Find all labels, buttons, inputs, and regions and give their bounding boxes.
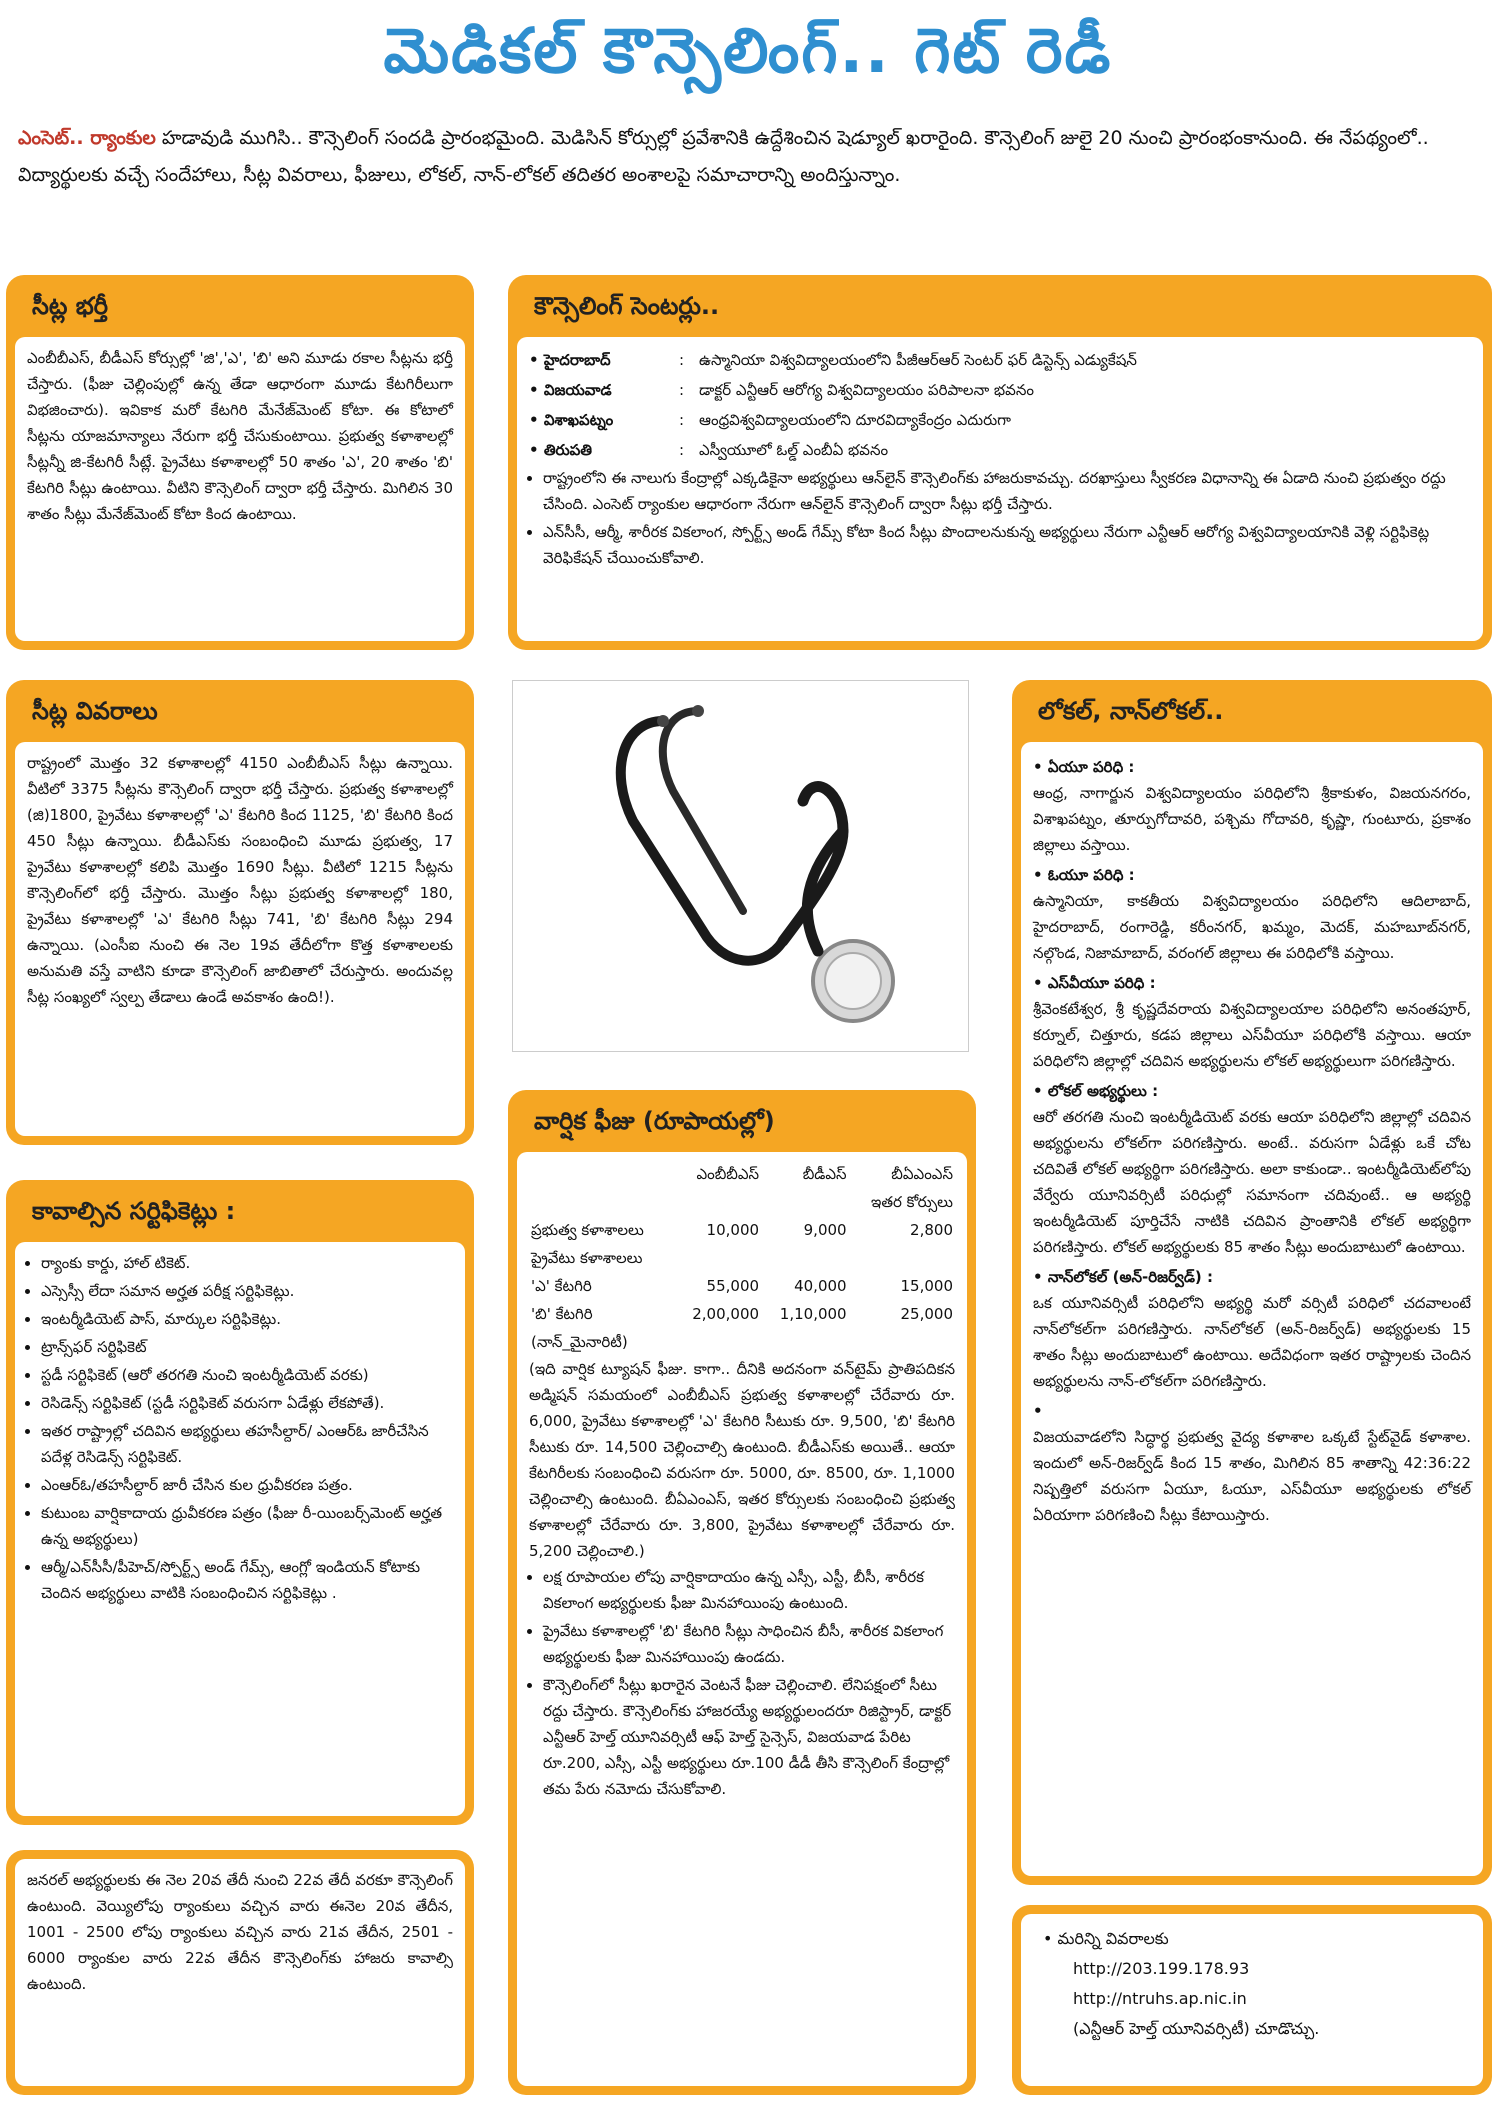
table-row [529, 1300, 955, 1328]
schedule-text: జనరల్ అభ్యర్థులకు ఈ నెల 20వ తేదీ నుంచి 22వ తేదీ వరకూ కౌన్సెలింగ్ ఉంటుంది. వెయ్యిలోపు ర్యాంకులు వచ్చిన వారు ఈనెల 20వ తేదీన, 1001 - 2500 లోపు ర్యాంకులు వచ్చిన వారు 21వ తేదీన, 2501 - 6000 ర్యాంకుల వారు 22వ తేదీన కౌన్సెలింగ్‌కు హాజరు కావాల్సి ఉంటుంది. [27, 1871, 453, 1993]
local-section-title: • నాన్‌లోకల్ (అన్-రిజర్వ్‌డ్) : [1033, 1268, 1213, 1286]
local-section-title-text: నాన్‌లోకల్ (అన్-రిజర్వ్‌డ్) : [1047, 1268, 1213, 1286]
local-section-title-text: ఎస్‌వీయూ పరిధి : [1047, 974, 1156, 992]
table-row [529, 1244, 955, 1272]
list-item: • ఎంఆర్ఓ/తహసీల్దార్ జారీ చేసిన కుల ధ్రువీకరణ పత్రం. [41, 1472, 453, 1498]
fees-cell [761, 1244, 849, 1272]
centre-sep: : [679, 411, 685, 429]
list-item: • స్టడీ సర్టిఫికెట్ (ఆరో తరగతి నుంచి ఇంటర్మీడియెట్ వరకు) [41, 1362, 453, 1388]
centre-city: విశాఖపట్నం [543, 411, 614, 429]
centre-city: హైదరాబాద్ [543, 351, 611, 369]
table-row [529, 1216, 955, 1244]
centre-city: తిరుపతి [543, 441, 593, 459]
fees-cell: 55,000 [706, 1277, 760, 1295]
local-section-text: శ్రీవెంకటేశ్వర, శ్రీ కృష్ణదేవరాయ విశ్వవిద్యాలయాల పరిధిలోని అనంతపూర్, కర్నూల్, చిత్తూరు, కడప జిల్లాలు ఎస్‌వీయూ పరిధిలోకి వస్తాయి. ఆయా పరిధిలోని జిల్లాల్లో చదివిన అభ్యర్థులను లోకల్ అభ్యర్థులుగా పరిగణిస్తారు. [1033, 1000, 1471, 1070]
centres-table [529, 345, 1471, 465]
list-item: • ఆర్మీ/ఎన్‌సీసీ/పీహెచ్/స్పోర్ట్స్ అండ్ గేమ్స్, ఆంగ్లో ఇండియన్ కోటాకు చెందిన అభ్యర్థులు వాటికి సంబంధించిన సర్టిఫికెట్లు . [41, 1554, 453, 1606]
certificates-heading: కావాల్సిన సర్టిఫికెట్లు : [32, 1197, 236, 1225]
fees-header-cell [529, 1160, 674, 1188]
local-section-text: ఉస్మానియా, కాకతీయ విశ్వవిద్యాలయం పరిధిలోని ఆదిలాబాద్, హైదరాబాద్, రంగారెడ్డి, కరీంనగర్, ఖమ్మం, మెదక్, మహబూబ్‌నగర్, నల్గొండ, నిజామాబాద్, వరంగల్ జిల్లాలు ఈ పరిధిలోకి వస్తాయి. [1033, 892, 1471, 962]
local-section-title: • ఎస్‌వీయూ పరిధి : [1033, 974, 1156, 992]
seat-details-heading: సీట్ల వివరాలు [32, 697, 158, 725]
seat-details-box [6, 680, 474, 1145]
seat-filling-box [6, 275, 474, 650]
stethoscope-photo [512, 680, 969, 1052]
centre-row: • హైదరాబాద్ : ఉస్మానియా విశ్వవిద్యాలయంలోని పీజీఆర్ఆర్ సెంటర్ ఫర్ డిస్టెన్స్ ఎడ్యుకేషన్ [529, 345, 1471, 375]
fees-content [517, 1152, 967, 2086]
local-section-text: ఆంధ్ర, నాగార్జున విశ్వవిద్యాలయం పరిధిలోని శ్రీకాకుళం, విజయనగరం, విశాఖపట్నం, తూర్పుగోదావరి, పశ్చిమ గోదావరి, కృష్ణా, గుంటూరు, ప్రకాశం జిల్లాలు వస్తాయి. [1033, 784, 1471, 854]
fees-note: (ఇది వార్షిక ట్యూషన్ ఫీజు. కాగా.. దీనికి అదనంగా వన్‌టైమ్ ప్రాతిపదికన అడ్మిషన్ సమయంలో ఎంబీబీఎస్ ప్రభుత్వ కళాశాలల్లో చేరేవారు రూ. 6,000, ప్రైవేటు కళాశాలల్లో 'ఎ' కేటగిరి సీటుకు రూ. 9,500, 'బి' కేటగిరి సీటుకు రూ. 14,500 చెల్లించాల్సి ఉంటుంది. బీడీఎస్‌కు అయితే.. ఆయా కేటగిరీలకు సంబంధించి వరుసగా రూ. 5000, రూ. 8500, రూ. 1,1000 చెల్లించాల్సి ఉంటుంది. బీఏఎంఎస్, ఇతర కోర్సులకు సంబంధించి ప్రభుత్వ కళాశాలల్లో చేరేవారు రూ. 3,800, ప్రైవేటు కళాశాలల్లో చేరేవారు రూ. 5,200 చెల్లించాలి.) [529, 1360, 955, 1560]
fees-cell: (నాన్_మైనారిటీ) [531, 1333, 628, 1351]
fees-table [529, 1160, 955, 1356]
local-section-title-text: ఏయూ పరిధి : [1047, 758, 1135, 776]
local-section-text: ఆరో తరగతి నుంచి ఇంటర్మీడియెట్ వరకు ఆయా పరిధిలోని జిల్లాల్లో చదివిన అభ్యర్థులను లోకల్‌గా పరిగణిస్తారు. అంటే.. వరుసగా ఏడేళ్లు ఒకే చోట చదివితే లోకల్ అభ్యర్థిగా పరిగణిస్తారు. అలా కాకుండా.. ఇంటర్మీడియెట్‌లోపు వేర్వేరు యూనివర్సిటీ పరిధుల్లో సమానంగా చదివుంటే.. ఆ అభ్యర్థి ఇంటర్మీడియెట్ పూర్తిచేసే నాటికి చదివిన ప్రాంతానికి లోకల్ అభ్యర్థిగా పరిగణిస్తారు. లోకల్ అభ్యర్థులకు 85 శాతం సీట్లు అందుబాటులో ఉంటాయి. [1033, 1108, 1471, 1256]
centre-city: విజయవాడ [543, 381, 612, 399]
local-heading: లోకల్, నాన్‌లోకల్.. [1038, 697, 1224, 725]
fees-header-cell: బీఏఎంఎస్ [891, 1165, 953, 1183]
intro-highlight: ఎంసెట్.. ర్యాంకుల [18, 127, 156, 149]
centre-place: ఉస్మానియా విశ్వవిద్యాలయంలోని పీజీఆర్ఆర్ సెంటర్ ఫర్ డిస్టెన్స్ ఎడ్యుకేషన్ [699, 351, 1137, 369]
schedule-box [6, 1850, 474, 2095]
centre-row: • విజయవాడ : డాక్టర్ ఎన్టీఆర్ ఆరోగ్య విశ్వవిద్యాలయం పరిపాలనా భవనం [529, 375, 1471, 405]
local-section-title: • లోకల్ అభ్యర్థులు : [1033, 1082, 1159, 1100]
centres-content [517, 337, 1483, 641]
fees-cell: 10,000 [706, 1221, 760, 1239]
seat-filling-content [15, 337, 465, 641]
intro-paragraph [18, 120, 1478, 194]
fees-cell: 2,00,000 [692, 1305, 760, 1323]
fees-bullet: • ప్రైవేటు కళాశాలల్లో 'బి' కేటగిరి సీట్లు సాధించిన బీసీ, శారీరక వికలాంగ అభ్యర్థులకు ఫీజు మినహాయింపు ఉండదు. [543, 1618, 955, 1670]
fees-cell [674, 1328, 762, 1356]
fees-box [508, 1090, 976, 2095]
centre-place: ఆంధ్రవిశ్వవిద్యాలయంలోని దూరవిద్యాకేంద్రం ఎదురుగా [699, 411, 1011, 429]
fees-cell [849, 1244, 955, 1272]
fees-cell: 40,000 [794, 1277, 847, 1295]
centres-note: • ఎన్‌సీసీ, ఆర్మీ, శారీరక వికలాంగ, స్పోర్ట్స్ అండ్ గేమ్స్ కోటా కింద సీట్లు పొందాలనుకున్న అభ్యర్థులు నేరుగా ఎన్టీఆర్ ఆరోగ్య విశ్వవిద్యాలయానికి వెళ్లి సర్టిఫికెట్ల వెరిఫికేషన్ చేయించుకోవాలి. [543, 519, 1471, 571]
certificates-content [15, 1242, 465, 1816]
centre-row: • విశాఖపట్నం : ఆంధ్రవిశ్వవిద్యాలయంలోని దూరవిద్యాకేంద్రం ఎదురుగా [529, 405, 1471, 435]
stethoscope-icon [513, 681, 968, 1051]
fees-cell [674, 1244, 762, 1272]
intro-text: హడావుడి ముగిసి.. కౌన్సెలింగ్ సందడి ప్రారంభమైంది. మెడిసిన్ కోర్సుల్లో ప్రవేశానికి ఉద్దేశించిన షెడ్యూల్ ఖరారైంది. కౌన్సెలింగ్ జులై 20 నుంచి ప్రారంభంకానుంది. ఈ నేపథ్యంలో.. విద్యార్థులకు వచ్చే సందేహాలు, సీట్ల వివరాలు, ఫీజులు, లోకల్, నాన్-లోకల్ తదితర అంశాలపై సమాచారాన్ని అందిస్తున్నాం. [18, 127, 1429, 186]
certificates-list [27, 1250, 453, 1606]
fees-heading: వార్షిక ఫీజు (రూపాయల్లో) [534, 1107, 775, 1135]
schedule-content [15, 1859, 465, 2086]
local-section-title: • [1033, 1402, 1043, 1420]
seat-details-content [15, 742, 465, 1136]
fees-header-cell: ఎంబీబీఎస్ [696, 1165, 760, 1183]
list-item: • ఇంటర్మీడియెట్ పాస్, మార్కుల సర్టిఫికెట్లు. [41, 1306, 453, 1332]
list-item: • ఎస్సెస్సీ లేదా సమాన అర్హత పరీక్ష సర్టిఫికెట్లు. [41, 1278, 453, 1304]
centre-sep: : [679, 381, 685, 399]
local-section-text: ఒక యూనివర్సిటీ పరిధిలోని అభ్యర్థి మరో వర్సిటీ పరిధిలో చదవాలంటే నాన్‌లోకల్‌గా పరిగణిస్తారు. నాన్‌లోకల్ (అన్-రిజర్వ్‌డ్) అభ్యర్థులకు 15 శాతం సీట్లు అందుబాటులో ఉంటాయి. అదేవిధంగా ఇతర రాష్ట్రాలకు చెందిన అభ్యర్థులను నాన్-లోకల్‌గా పరిగణిస్తారు. [1033, 1294, 1471, 1390]
centre-sep: : [679, 441, 685, 459]
list-item: • ర్యాంకు కార్డు, హాల్ టికెట్. [41, 1250, 453, 1276]
local-section-title: • ఏయూ పరిధి : [1033, 758, 1135, 776]
fees-subheader: ఇతర కోర్సులు [870, 1193, 953, 1211]
list-item: • ట్రాన్స్‌ఫర్ సర్టిఫికెట్ [41, 1334, 453, 1360]
fees-cell [849, 1328, 955, 1356]
more-info-box [1012, 1905, 1492, 2095]
fees-cell: 15,000 [900, 1277, 953, 1295]
list-item: • ఇతర రాష్ట్రాల్లో చదివిన అభ్యర్థులు తహసీల్దార్/ ఎంఆర్ఓ జారీచేసిన పదేళ్ల రెసిడెన్స్ సర్టిఫికెట్. [41, 1418, 453, 1470]
fees-cell: 'బి' కేటగిరి [531, 1305, 593, 1323]
centres-box [508, 275, 1492, 650]
fees-bullet: • కౌన్సెలింగ్‌లో సీట్లు ఖరారైన వెంటనే ఫీజు చెల్లించాలి. లేనిపక్షంలో సీటు రద్దు చేస్తారు. కౌన్సెలింగ్‌కు హాజరయ్యే అభ్యర్థులందరూ రిజిస్ట్రార్, డాక్టర్ ఎన్టీఆర్ హెల్త్ యూనివర్సిటీ ఆఫ్ హెల్త్ సైన్సెస్, విజయవాడ పేరిట రూ.200, ఎస్సీ, ఎస్టీ అభ్యర్థులు రూ.100 డీడీ తీసి కౌన్సెలింగ్ కేంద్రాల్లో తమ పేరు నమోదు చేసుకోవాలి. [543, 1672, 955, 1802]
more-info-content [1021, 1914, 1483, 2086]
centre-place: ఎస్వీయూలో ఓల్డ్ ఎంబీఏ భవనం [699, 441, 889, 459]
fees-cell: ప్రభుత్వ కళాశాలలు [531, 1221, 644, 1239]
fees-bullet: • లక్ష రూపాయల లోపు వార్షికాదాయం ఉన్న ఎస్సీ, ఎస్టీ, బీసీ, శారీరక వికలాంగ అభ్యర్థులకు ఫీజు మినహాయింపు ఉంటుంది. [543, 1564, 955, 1616]
fees-cell: 1,10,000 [779, 1305, 847, 1323]
centres-heading: కౌన్సెలింగ్ సెంటర్లు.. [534, 292, 720, 320]
centre-row: • తిరుపతి : ఎస్వీయూలో ఓల్డ్ ఎంబీఏ భవనం [529, 435, 1471, 465]
fees-header-row [529, 1160, 955, 1188]
seat-details-text: రాష్ట్రంలో మొత్తం 32 కళాశాలల్లో 4150 ఎంబీబీఎస్ సీట్లు ఉన్నాయి. వీటిలో 3375 సీట్లను కౌన్సెలింగ్ ద్వారా భర్తీ చేస్తారు. ప్రభుత్వ కళాశాలల్లో (జి)1800, ప్రైవేటు కళాశాలల్లో 'ఎ' కేటగిరి కింద 1125, 'బి' కేటగిరి కింద 450 సీట్లు ఉన్నాయి. బీడీఎస్‌కు సంబంధించి మూడు ప్రభుత్వ, 17 ప్రైవేటు కళాశాలల్లో కలిపి మొత్తం 1690 సీట్లు. వీటిలో 1215 సీట్లను కౌన్సెలింగ్‌లో భర్తీ చేస్తారు. మొత్తం సీట్లు ప్రభుత్వ కళాశాలల్లో 180, ప్రైవేటు కళాశాలల్లో 'ఎ' కేటగిరి సీట్లు 741, 'బి' కేటగిరి సీట్లు 294 ఉన్నాయి. (ఎంసీఐ నుంచి ఈ నెల 19వ తేదీలోగా కొత్త కళాశాలలకు అనుమతి వస్తే వాటిని కూడా కౌన్సెలింగ్ జాబితాలో చేరుస్తారు. అందువల్ల సీట్ల సంఖ్యలో స్వల్ప తేడాలు ఉండే అవకాశం ఉంది!). [27, 754, 453, 1006]
list-item: • రెసిడెన్స్ సర్టిఫికెట్ (స్టడీ సర్టిఫికెట్ వరుసగా ఏడేళ్లు లేకపోతే). [41, 1390, 453, 1416]
page-title: మెడికల్ కౌన్సెలింగ్.. గెట్ రెడీ [383, 14, 1113, 87]
fees-cell: ప్రైవేటు కళాశాలలు [531, 1249, 643, 1267]
table-row [529, 1328, 955, 1356]
list-item: • కుటుంబ వార్షికాదాయ ధ్రువీకరణ పత్రం (ఫీజు రీ-యింబర్స్‌మెంట్ అర్హత ఉన్న అభ్యర్థులు) [41, 1500, 453, 1552]
local-section-title-text: లోకల్ అభ్యర్థులు : [1047, 1082, 1159, 1100]
table-row [529, 1272, 955, 1300]
local-box [1012, 680, 1492, 1885]
seat-filling-text: ఎంబీబీఎస్, బీడీఎస్ కోర్సుల్లో 'జి','ఎ', 'బి' అని మూడు రకాల సీట్లను భర్తీ చేస్తారు. (ఫీజు చెల్లింపుల్లో ఉన్న తేడా ఆధారంగా మూడు కేటగిరీలుగా విభజించారు). ఇవికాక మరో కేటగిరి మేనేజ్‌మెంట్ కోటా. ఈ కోటాలో సీట్లను యాజమాన్యాలు నేరుగా భర్తీ చేసుకుంటాయి. ప్రభుత్వ కళాశాలల్లో సీట్లన్నీ జి-కేటగిరీ సీట్లే. ప్రైవేటు కళాశాలల్లో 50 శాతం 'ఎ', 20 శాతం 'బి' కేటగిరి సీట్లు ఉంటాయి. వీటిని కౌన్సెలింగ్ ద్వారా భర్తీ చేస్తారు. మిగిలిన 30 శాతం సీట్లు మేనేజ్‌మెంట్ కోటా కింద ఉంటాయి. [27, 349, 453, 523]
local-section-text: విజయవాడలోని సిద్ధార్థ ప్రభుత్వ వైద్య కళాశాల ఒక్కటే స్టేట్‌వైడ్ కళాశాల. ఇందులో అన్-రిజర్వ్‌డ్ కింద 15 శాతం, మిగిలిన 85 శాతాన్ని 42:36:22 నిష్పత్తిలో వరుసగా ఏయూ, ఓయూ, ఎస్‌వీయూ అభ్యర్థులకు లోకల్ ఏరియాగా పరిగణించి సీట్లు కేటాయిస్తారు. [1033, 1428, 1471, 1524]
fees-cell: 25,000 [900, 1305, 953, 1323]
more-info-link[interactable]: http://203.199.178.93 [1073, 1959, 1250, 1978]
fees-cell: 'ఎ' కేటగిరి [531, 1277, 592, 1295]
seat-filling-heading: సీట్ల భర్తీ [32, 292, 108, 320]
local-section-title: • ఓయూ పరిధి : [1033, 866, 1135, 884]
fees-cell: 2,800 [910, 1221, 953, 1239]
local-section-title-text: ఓయూ పరిధి : [1047, 866, 1135, 884]
more-info-footer: (ఎన్టీఆర్ హెల్త్ యూనివర్సిటీ) చూడొచ్చు. [1073, 2019, 1320, 2038]
more-info-label: • మరిన్ని వివరాలకు [1043, 1929, 1169, 1948]
more-info-link[interactable]: http://ntruhs.ap.nic.in [1073, 1989, 1247, 2008]
fees-cell [761, 1328, 849, 1356]
more-info-label-text: మరిన్ని వివరాలకు [1057, 1929, 1169, 1948]
certificates-box [6, 1180, 474, 1825]
local-content [1021, 742, 1483, 1876]
fees-header-cell: బీడీఎస్ [802, 1165, 847, 1183]
centre-place: డాక్టర్ ఎన్టీఆర్ ఆరోగ్య విశ్వవిద్యాలయం పరిపాలనా భవనం [699, 381, 1034, 399]
centres-note: • రాష్ట్రంలోని ఈ నాలుగు కేంద్రాల్లో ఎక్కడికైనా అభ్యర్థులు ఆన్‌లైన్ కౌన్సెలింగ్‌కు హాజరుకావచ్చు. దరఖాస్తులు స్వీకరణ విధానాన్ని ఈ ఏడాది నుంచి ప్రభుత్వం రద్దు చేసింది. ఎంసెట్ ర్యాంకుల ఆధారంగా నేరుగా ఆన్‌లైన్ కౌన్సెలింగ్ ద్వారా సీట్లు భర్తీ చేస్తారు. [543, 465, 1471, 517]
fees-cell: 9,000 [803, 1221, 847, 1239]
centre-sep: : [679, 351, 685, 369]
